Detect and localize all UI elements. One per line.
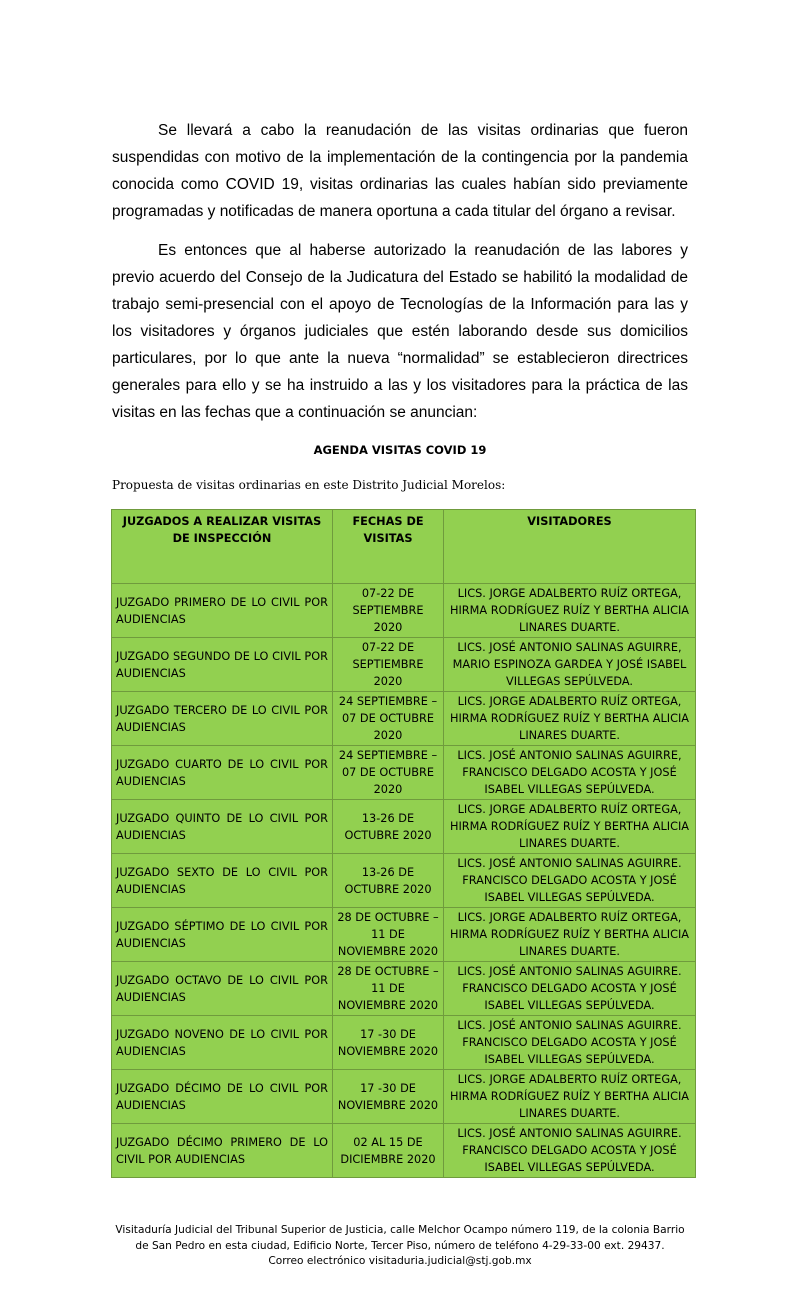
table-row [112, 584, 696, 638]
court-cell: JUZGADO QUINTO DE LO CIVIL POR AUDIENCIAS [112, 800, 333, 854]
court-cell: JUZGADO DÉCIMO PRIMERO DE LO CIVIL POR AUDIENCIAS [112, 1124, 333, 1178]
court-cell: JUZGADO DÉCIMO DE LO CIVIL POR AUDIENCIAS [112, 1070, 333, 1124]
court-cell: JUZGADO NOVENO DE LO CIVIL POR AUDIENCIAS [112, 1016, 333, 1070]
header-dates: FECHAS DE VISITAS [333, 510, 444, 584]
dates-cell: 13-26 DE OCTUBRE 2020 [333, 854, 444, 908]
court-cell: JUZGADO SÉPTIMO DE LO CIVIL POR AUDIENCIAS [112, 908, 333, 962]
context-paragraph: Es entonces que al haberse autorizado la reanudación de las labores y previo acuerdo del Consejo de la Judicatura del Estado se habilitó la modalidad de trabajo semi-presencial con el apoyo de Tecnologías de la Información para las y los visitadores y órganos judiciales que estén laborando desde sus domicilios particulares, por lo que ante la nueva “normalidad” se establecieron directrices generales para ello y se ha instruido a las y los visitadores para la práctica de las visitas en las fechas que a continuación se anuncian: [112, 242, 688, 421]
table-body [112, 584, 696, 1178]
visitors-cell: LICS. JORGE ADALBERTO RUÍZ ORTEGA, HIRMA RODRÍGUEZ RUÍZ Y BERTHA ALICIA LINARES DUARTE. [444, 800, 696, 854]
dates-cell: 28 DE OCTUBRE – 11 DE NOVIEMBRE 2020 [333, 908, 444, 962]
visitors-cell: LICS. JORGE ADALBERTO RUÍZ ORTEGA, HIRMA RODRÍGUEZ RUÍZ Y BERTHA ALICIA LINARES DUARTE. [444, 584, 696, 638]
visitors-cell: LICS. JOSÉ ANTONIO SALINAS AGUIRRE, MARIO ESPINOZA GARDEA Y JOSÉ ISABEL VILLEGAS SEPÚLVEDA. [444, 638, 696, 692]
table-row [112, 1070, 696, 1124]
table-row [112, 908, 696, 962]
header-visitors: VISITADORES [444, 510, 696, 584]
dates-cell: 02 AL 15 DE DICIEMBRE 2020 [333, 1124, 444, 1178]
visitors-cell: LICS. JOSÉ ANTONIO SALINAS AGUIRRE. FRANCISCO DELGADO ACOSTA Y JOSÉ ISABEL VILLEGAS SEPÚLVEDA. [444, 962, 696, 1016]
court-cell: JUZGADO PRIMERO DE LO CIVIL POR AUDIENCIAS [112, 584, 333, 638]
table-row [112, 638, 696, 692]
dates-cell: 24 SEPTIEMBRE – 07 DE OCTUBRE 2020 [333, 692, 444, 746]
court-cell: JUZGADO SEXTO DE LO CIVIL POR AUDIENCIAS [112, 854, 333, 908]
visitors-cell: LICS. JOSÉ ANTONIO SALINAS AGUIRRE, FRANCISCO DELGADO ACOSTA Y JOSÉ ISABEL VILLEGAS SEPÚLVEDA. [444, 746, 696, 800]
footer-email-line: Correo electrónico visitaduria.judicial@stj.gob.mx [268, 1255, 532, 1267]
agenda-table [111, 509, 696, 1178]
visitors-cell: LICS. JOSÉ ANTONIO SALINAS AGUIRRE. FRANCISCO DELGADO ACOSTA Y JOSÉ ISABEL VILLEGAS SEPÚLVEDA. [444, 1124, 696, 1178]
dates-cell: 17 -30 DE NOVIEMBRE 2020 [333, 1070, 444, 1124]
court-cell: JUZGADO CUARTO DE LO CIVIL POR AUDIENCIAS [112, 746, 333, 800]
table-header-row [112, 510, 696, 584]
table-row [112, 962, 696, 1016]
table-row [112, 800, 696, 854]
court-cell: JUZGADO SEGUNDO DE LO CIVIL POR AUDIENCIAS [112, 638, 333, 692]
table-row [112, 692, 696, 746]
dates-cell: 07-22 DE SEPTIEMBRE 2020 [333, 584, 444, 638]
table-row [112, 746, 696, 800]
dates-cell: 28 DE OCTUBRE – 11 DE NOVIEMBRE 2020 [333, 962, 444, 1016]
visitors-cell: LICS. JORGE ADALBERTO RUÍZ ORTEGA, HIRMA RODRÍGUEZ RUÍZ Y BERTHA ALICIA LINARES DUARTE. [444, 908, 696, 962]
header-courts: JUZGADOS A REALIZAR VISITAS DE INSPECCIÓN [112, 510, 333, 584]
footer-address-line-1: Visitaduría Judicial del Tribunal Superior de Justicia, calle Melchor Ocampo número 119, de la colonia Barrio [115, 1224, 685, 1236]
visitors-cell: LICS. JOSÉ ANTONIO SALINAS AGUIRRE. FRANCISCO DELGADO ACOSTA Y JOSÉ ISABEL VILLEGAS SEPÚLVEDA. [444, 1016, 696, 1070]
table-row [112, 854, 696, 908]
visitors-cell: LICS. JORGE ADALBERTO RUÍZ ORTEGA, HIRMA RODRÍGUEZ RUÍZ Y BERTHA ALICIA LINARES DUARTE. [444, 1070, 696, 1124]
dates-cell: 24 SEPTIEMBRE – 07 DE OCTUBRE 2020 [333, 746, 444, 800]
visitors-cell: LICS. JORGE ADALBERTO RUÍZ ORTEGA, HIRMA RODRÍGUEZ RUÍZ Y BERTHA ALICIA LINARES DUARTE. [444, 692, 696, 746]
table-row [112, 1016, 696, 1070]
proposal-text: Propuesta de visitas ordinarias en este Distrito Judicial Morelos: [112, 478, 506, 492]
intro-paragraph: Se llevará a cabo la reanudación de las visitas ordinarias que fueron suspendidas con motivo de la implementación de la contingencia por la pandemia conocida como COVID 19, visitas ordinarias las cuales habían sido previamente programadas y notificadas de manera oportuna a cada titular del órgano a revisar. [112, 122, 688, 220]
agenda-title: AGENDA VISITAS COVID 19 [313, 443, 487, 457]
dates-cell: 13-26 DE OCTUBRE 2020 [333, 800, 444, 854]
table-row [112, 1124, 696, 1178]
footer [100, 1223, 700, 1270]
court-cell: JUZGADO TERCERO DE LO CIVIL POR AUDIENCIAS [112, 692, 333, 746]
footer-address-line-2: de San Pedro en esta ciudad, Edificio Norte, Tercer Piso, número de teléfono 4-29-33-00 ext. 29437. [135, 1239, 665, 1252]
visitors-cell: LICS. JOSÉ ANTONIO SALINAS AGUIRRE. FRANCISCO DELGADO ACOSTA Y JOSÉ ISABEL VILLEGAS SEPÚLVEDA. [444, 854, 696, 908]
court-cell: JUZGADO OCTAVO DE LO CIVIL POR AUDIENCIAS [112, 962, 333, 1016]
dates-cell: 17 -30 DE NOVIEMBRE 2020 [333, 1016, 444, 1070]
dates-cell: 07-22 DE SEPTIEMBRE 2020 [333, 638, 444, 692]
